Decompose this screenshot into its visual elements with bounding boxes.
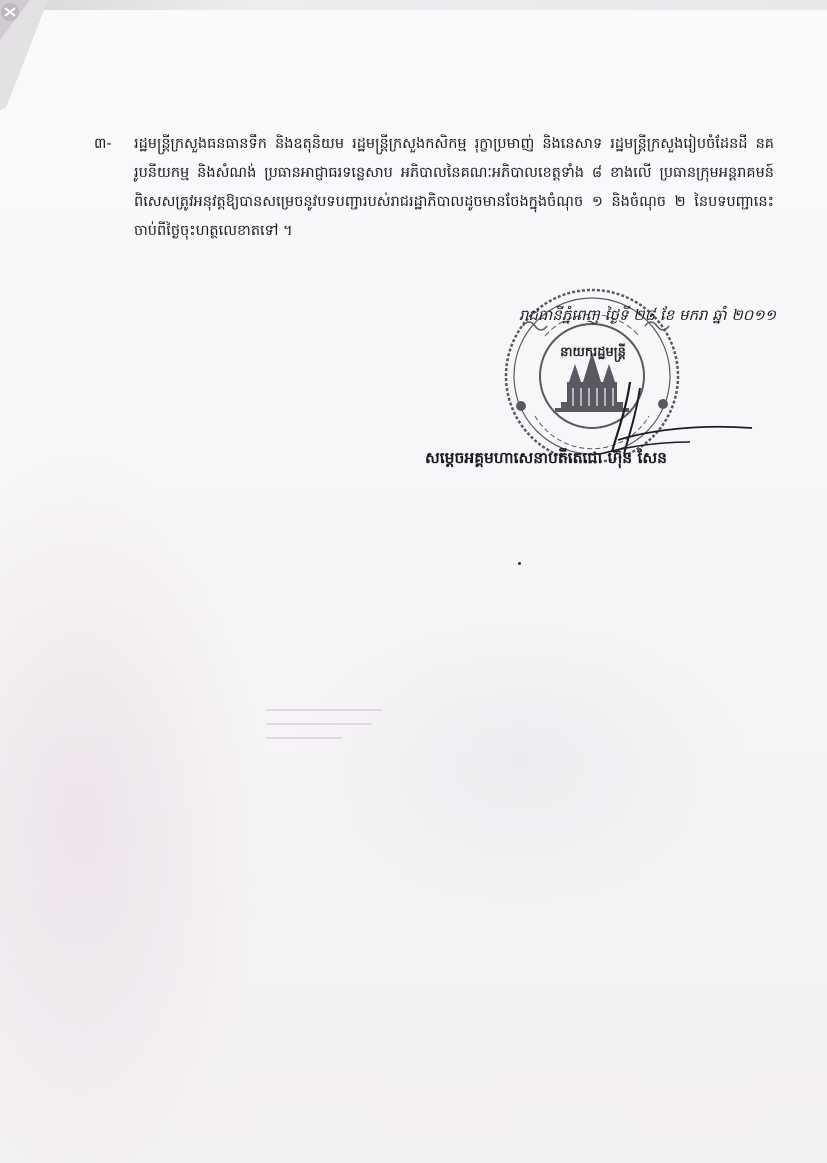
paragraph-text: រដ្ឋមន្ត្រីក្រសួងធនធានទឹក និងឧតុនិយម រដ្ឋមន្ត្រីក្រសួងកសិកម្ម រុក្ខាប្រមាញ់ និងនេសាទ រដ្ឋមន្ត្រីក្រសួងរៀបចំដែនដី នគរូបនីយកម្ម និងសំណង់ ប្រធានអាជ្ញាធរទន្លេសាប អភិបាលនៃគណៈអភិបាលខេត្តទាំង ៨ ខាងលើ ប្រធានក្រុមអន្តរាគមន៍ពិសេសត្រូវអនុវត្តឱ្យបានសម្រេចនូវបទបញ្ជារបស់រាជរដ្ឋាភិបាលដូចមានចែងក្នុងចំណុច ១ និងចំណុច ២ នៃបទបញ្ជានេះ ចាប់ពីថ្ងៃចុះហត្ថលេខាតទៅ ។ (134, 136, 774, 239)
seal-title: នាយករដ្ឋមន្ត្រី (560, 345, 626, 360)
top-edge-strip (0, 0, 827, 10)
ink-dot (518, 562, 521, 565)
page-corner-fold (0, 0, 70, 120)
show-through-text (262, 700, 392, 750)
numbered-paragraph (94, 130, 774, 246)
paragraph-number: ៣- (94, 136, 112, 152)
signatory-name: សម្ដេចអគ្គមហាសេនាបតីតេជោ ហ៊ុន សែន (425, 449, 668, 467)
date-line: រាជធានីភ្នំពេញ ថ្ងៃទី ២៨ ខែ មករា ឆ្នាំ ២០១១ (518, 306, 776, 324)
